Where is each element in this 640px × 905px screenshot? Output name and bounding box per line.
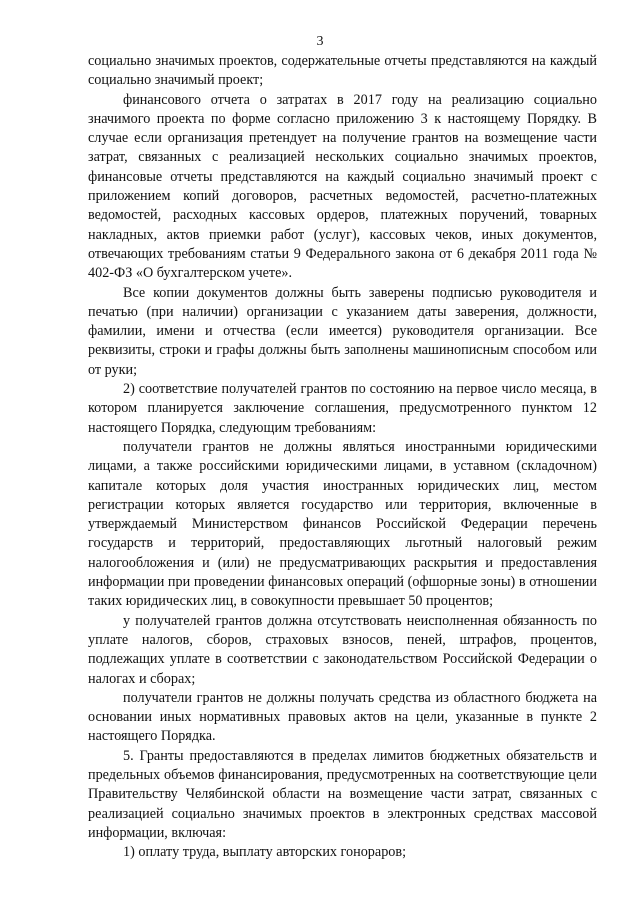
paragraph-3: Все копии документов должны быть заверены подписью руководителя и печатью (при наличии) организации с указанием даты заверения, должности, фамилии, имени и отчества (если имеется) руководителя организации. Все реквизиты, строки и графы должны быть заполнены машинописным способом или от руки;: [88, 284, 597, 378]
page-number: 3: [316, 34, 324, 49]
paragraph-2: финансового отчета о затратах в 2017 году на реализацию социально значимого проекта по форме согласно приложению 3 к настоящему Порядку. В случае если организация претендует на получение грантов на возмещение части затрат, связанных с реализацией нескольких социально значимых проектов, финансовые отчеты представляются на каждый социально значимый проект с приложением копий договоров, расчетных ведомостей, расчетно-платежных ведомостей, расходных кассовых ордеров, платежных поручений, товарных накладных, актов приемки работ (услуг), кассовых чеков, иных документов, отвечающих требованиям статьи 9 Федерального закона от 6 декабря 2011 года № 402-ФЗ «О бухгалтерском учете».: [88, 91, 597, 282]
body-text: [88, 52, 597, 862]
paragraph-4: 2) соответствие получателей грантов по состоянию на первое число месяца, в котором планируется заключение соглашения, предусмотренного пунктом 12 настоящего Порядка, следующим требованиям:: [88, 381, 597, 436]
paragraph-5: получатели грантов не должны являться иностранными юридическими лицами, а также российскими юридическими лицами, в уставном (складочном) капитале которых доля участия иностранных юридических лиц, местом регистрации которых является государство или территория, включенные в утверждаемый Министерством финансов Российской Федерации перечень государств и территорий, предоставляющих льготный налоговый режим налогообложения и (или) не предусматривающих раскрытия и предоставления информации при проведении финансовых операций (офшорные зоны) в отношении таких юридических лиц, в совокупности превышает 50 процентов;: [88, 438, 597, 610]
paragraph-9: 1) оплату труда, выплату авторских гонораров;: [123, 844, 407, 861]
paragraph-7: получатели грантов не должны получать средства из областного бюджета на основании иных нормативных правовых актов на цели, указанные в пункте 2 настоящего Порядка.: [88, 689, 597, 745]
paragraph-6: у получателей грантов должна отсутствовать неисполненная обязанность по уплате налогов, сборов, страховых взносов, пеней, штрафов, процентов, подлежащих уплате в соответствии с законодательством Российской Федерации о налогах и сборах;: [88, 612, 597, 687]
paragraph-1: социально значимых проектов, содержательные отчеты представляются на каждый социально значимый проект;: [88, 53, 597, 89]
paragraph-8: 5. Гранты предоставляются в пределах лимитов бюджетных обязательств и предельных объемов финансирования, предусмотренных на соответствующие цели Правительству Челябинской области на возмещение части затрат, связанных с реализацией социально значимых проектов в электронных средствах массовой информации, включая:: [88, 747, 597, 841]
